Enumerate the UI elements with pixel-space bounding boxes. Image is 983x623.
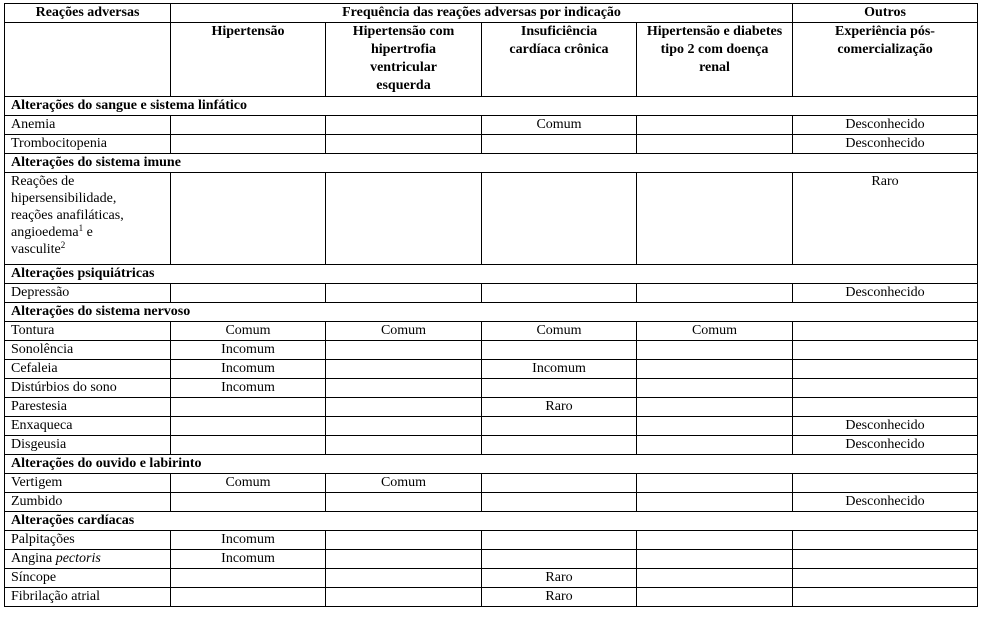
frequency-cell	[793, 379, 978, 398]
reaction-name-text: Angina	[11, 551, 56, 566]
frequency-cell	[637, 493, 793, 512]
reaction-name-text: Sonolência	[11, 342, 74, 357]
reaction-name-text: Tontura	[11, 323, 55, 338]
frequency-cell	[326, 493, 482, 512]
frequency-cell	[637, 284, 793, 303]
frequency-cell	[482, 436, 637, 455]
table-row	[5, 322, 978, 341]
header-frequency-group: Frequência das reações adversas por indicação	[171, 4, 793, 23]
frequency-cell	[637, 173, 793, 265]
header-hipertensao-diabetes: Hipertensão e diabetes tipo 2 com doença renal	[637, 23, 793, 97]
frequency-cell: Incomum	[171, 379, 326, 398]
frequency-cell	[171, 398, 326, 417]
frequency-cell	[326, 417, 482, 436]
frequency-cell	[171, 569, 326, 588]
frequency-cell	[326, 569, 482, 588]
frequency-cell	[637, 474, 793, 493]
frequency-cell	[637, 379, 793, 398]
reaction-name-text: Zumbido	[11, 494, 63, 509]
table-row	[5, 531, 978, 550]
frequency-cell: Desconhecido	[793, 417, 978, 436]
frequency-cell	[326, 135, 482, 154]
table-row	[5, 360, 978, 379]
frequency-cell	[482, 379, 637, 398]
reaction-name-italic: pectoris	[55, 551, 101, 566]
reaction-name-text: Vertigem	[11, 475, 63, 490]
reaction-name-text: Síncope	[11, 570, 57, 585]
frequency-cell	[326, 550, 482, 569]
section-header-row	[5, 512, 978, 531]
reaction-name	[5, 284, 171, 303]
frequency-cell	[326, 360, 482, 379]
frequency-cell	[793, 531, 978, 550]
section-title: Alterações do sangue e sistema linfático	[5, 97, 978, 116]
reaction-name	[5, 341, 171, 360]
frequency-cell: Comum	[482, 322, 637, 341]
frequency-cell	[793, 569, 978, 588]
frequency-cell	[637, 531, 793, 550]
frequency-cell	[171, 588, 326, 607]
reaction-name	[5, 379, 171, 398]
table-row	[5, 550, 978, 569]
frequency-cell	[637, 116, 793, 135]
frequency-cell	[171, 417, 326, 436]
frequency-cell	[171, 116, 326, 135]
frequency-cell: Incomum	[171, 550, 326, 569]
section-header-row	[5, 455, 978, 474]
table-row	[5, 135, 978, 154]
section-header-row	[5, 97, 978, 116]
reaction-name-text: Depressão	[11, 285, 70, 300]
frequency-cell	[793, 588, 978, 607]
header-hipertensao: Hipertensão	[171, 23, 326, 97]
table-row	[5, 569, 978, 588]
reaction-name-text: Fibrilação atrial	[11, 589, 101, 604]
reaction-name-text: Enxaqueca	[11, 418, 73, 433]
frequency-cell	[637, 569, 793, 588]
table-row	[5, 436, 978, 455]
frequency-cell: Raro	[482, 569, 637, 588]
frequency-cell: Raro	[482, 588, 637, 607]
frequency-cell	[637, 398, 793, 417]
reaction-name-text: Anemia	[11, 117, 56, 132]
frequency-cell	[326, 379, 482, 398]
frequency-cell	[637, 436, 793, 455]
frequency-cell: Desconhecido	[793, 436, 978, 455]
reaction-name	[5, 322, 171, 341]
frequency-cell: Incomum	[171, 341, 326, 360]
frequency-cell	[637, 550, 793, 569]
reaction-name-text: Palpitações	[11, 532, 75, 547]
section-header-row	[5, 265, 978, 284]
frequency-cell	[482, 474, 637, 493]
adverse-reactions-table	[4, 3, 978, 607]
header-icc: Insuficiência cardíaca crônica	[482, 23, 637, 97]
reaction-name-text: e vasculite	[11, 225, 93, 257]
reaction-name	[5, 550, 171, 569]
table-row	[5, 284, 978, 303]
frequency-cell	[482, 417, 637, 436]
reaction-name	[5, 173, 171, 265]
frequency-cell	[637, 341, 793, 360]
frequency-cell	[482, 284, 637, 303]
table-row	[5, 341, 978, 360]
section-header-row	[5, 303, 978, 322]
table-row	[5, 493, 978, 512]
frequency-cell: Incomum	[171, 360, 326, 379]
frequency-cell: Raro	[793, 173, 978, 265]
header-reactions: Reações adversas	[5, 4, 171, 23]
frequency-cell: Comum	[171, 474, 326, 493]
reaction-name-text: Cefaleia	[11, 361, 58, 376]
table-row	[5, 173, 978, 265]
frequency-cell	[171, 493, 326, 512]
frequency-cell	[637, 588, 793, 607]
reaction-name-text: Distúrbios do sono	[11, 380, 117, 395]
frequency-cell	[326, 588, 482, 607]
reaction-name	[5, 116, 171, 135]
frequency-cell: Desconhecido	[793, 284, 978, 303]
frequency-cell	[482, 173, 637, 265]
reaction-name	[5, 417, 171, 436]
section-title: Alterações psiquiátricas	[5, 265, 978, 284]
reaction-name	[5, 531, 171, 550]
frequency-cell	[171, 436, 326, 455]
frequency-cell	[326, 531, 482, 550]
frequency-cell: Raro	[482, 398, 637, 417]
reaction-name	[5, 360, 171, 379]
reaction-name-text: Disgeusia	[11, 437, 67, 452]
frequency-cell	[637, 135, 793, 154]
reaction-name-text: Parestesia	[11, 399, 67, 414]
table-row	[5, 588, 978, 607]
table-row	[5, 379, 978, 398]
frequency-cell	[171, 284, 326, 303]
frequency-cell: Desconhecido	[793, 135, 978, 154]
header-hipertensao-hve: Hipertensão com hipertrofia ventricular esquerda	[326, 23, 482, 97]
frequency-cell: Comum	[326, 322, 482, 341]
frequency-cell	[637, 417, 793, 436]
frequency-cell	[326, 341, 482, 360]
frequency-cell	[326, 284, 482, 303]
reaction-name-text: Reações de hipersensibilidade, reações anafiláticas, angioedema	[11, 174, 124, 240]
frequency-cell	[326, 116, 482, 135]
frequency-cell	[637, 360, 793, 379]
reaction-name	[5, 398, 171, 417]
frequency-cell	[482, 531, 637, 550]
frequency-cell	[793, 360, 978, 379]
frequency-cell	[793, 550, 978, 569]
frequency-cell: Comum	[171, 322, 326, 341]
reaction-name	[5, 493, 171, 512]
header-pos-comercializacao: Experiência pós-comercialização	[793, 23, 978, 97]
frequency-cell	[482, 550, 637, 569]
frequency-cell: Incomum	[482, 360, 637, 379]
reaction-name	[5, 569, 171, 588]
reaction-name-text: Trombocitopenia	[11, 136, 107, 151]
frequency-cell	[326, 173, 482, 265]
table-row	[5, 417, 978, 436]
frequency-cell: Incomum	[171, 531, 326, 550]
frequency-cell	[482, 135, 637, 154]
frequency-cell	[793, 322, 978, 341]
section-header-row	[5, 154, 978, 173]
header-others-group: Outros	[793, 4, 978, 23]
reaction-name	[5, 474, 171, 493]
header-row-2	[5, 23, 978, 97]
table-row	[5, 116, 978, 135]
table-body	[5, 97, 978, 607]
header-row-1	[5, 4, 978, 23]
table-row	[5, 398, 978, 417]
frequency-cell	[171, 173, 326, 265]
frequency-cell	[171, 135, 326, 154]
frequency-cell	[482, 493, 637, 512]
reaction-name	[5, 436, 171, 455]
reaction-name	[5, 135, 171, 154]
frequency-cell: Desconhecido	[793, 116, 978, 135]
section-title: Alterações do sistema nervoso	[5, 303, 978, 322]
frequency-cell	[793, 474, 978, 493]
section-title: Alterações do ouvido e labirinto	[5, 455, 978, 474]
section-title: Alterações cardíacas	[5, 512, 978, 531]
frequency-cell: Comum	[637, 322, 793, 341]
frequency-cell: Comum	[326, 474, 482, 493]
footnote-marker: 2	[60, 240, 66, 250]
frequency-cell: Comum	[482, 116, 637, 135]
frequency-cell: Desconhecido	[793, 493, 978, 512]
frequency-cell	[482, 341, 637, 360]
frequency-cell	[793, 341, 978, 360]
frequency-cell	[326, 436, 482, 455]
table-row	[5, 474, 978, 493]
frequency-cell	[793, 398, 978, 417]
frequency-cell	[326, 398, 482, 417]
section-title: Alterações do sistema imune	[5, 154, 978, 173]
footnote-marker: 1	[78, 223, 84, 233]
header-empty	[5, 23, 171, 97]
reaction-name	[5, 588, 171, 607]
